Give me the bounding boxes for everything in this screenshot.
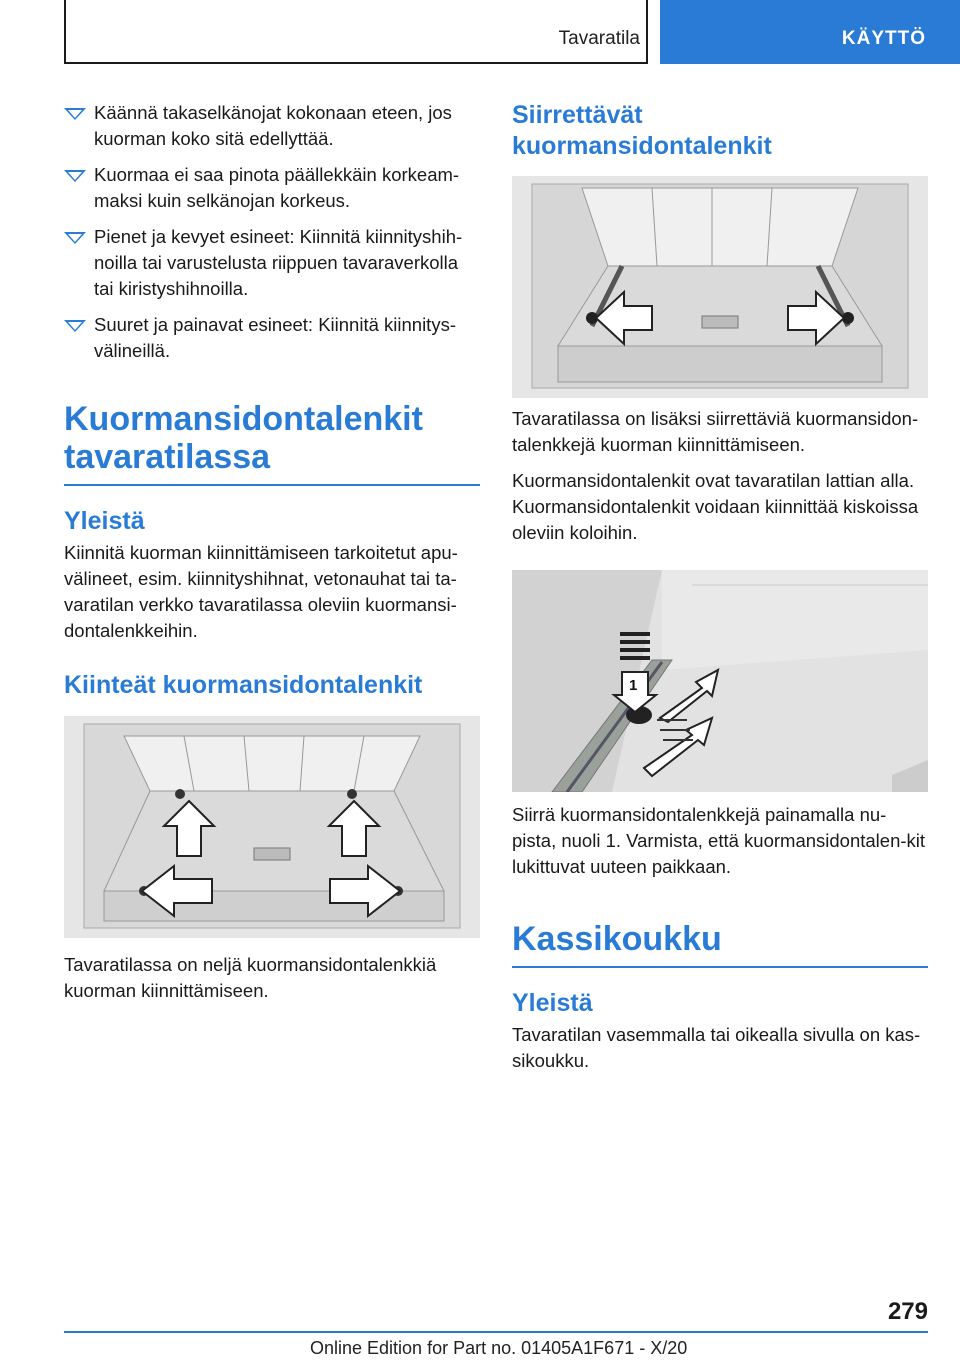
section-heading-bag-hook: Kassikoukku: [512, 920, 928, 968]
list-item: Käännä takaselkänojat kokonaan eteen, jos kuorman koko sitä edellyttää.: [64, 100, 480, 152]
bullet-triangle-icon: [64, 232, 86, 244]
right-column: [512, 100, 928, 1084]
footer-edition[interactable]: Online Edition for Part no. 01405A1F671 - X/20: [310, 1338, 688, 1358]
subheading-movable-rings: Siirrettävät kuormansidontalenkit: [512, 101, 772, 160]
rail-ring-image: [512, 570, 928, 792]
paragraph: Kiinnitä kuorman kiinnittämiseen tarkoitetut apu-välineet, esim. kiinnityshihnat, vetonauhat tai ta-varatilan verkko tavaratilassa oleviin kuormansi-dontalenkkeihin.: [64, 542, 458, 641]
page-number: 279: [887, 1298, 928, 1325]
paragraph: Tavaratilan vasemmalla tai oikealla sivulla on kas-sikoukku.: [512, 1024, 921, 1071]
bullet-triangle-icon: [64, 170, 86, 182]
list-item: Suuret ja painavat esineet: Kiinnitä kiinnitys-välineillä.: [64, 312, 480, 364]
paragraph: Kuormansidontalenkit ovat tavaratilan lattian alla. Kuormansidontalenkit voidaan kiinnittää kiskoissa oleviin koloihin.: [512, 470, 919, 543]
paragraph: Tavaratilassa on lisäksi siirrettäviä kuormansidon-talenkkejä kuorman kiinnittämiseen.: [512, 408, 919, 455]
footer-divider: [64, 1331, 928, 1333]
subheading-general: Yleistä: [64, 507, 145, 535]
header-chapter-tab[interactable]: KÄYTTÖ: [660, 0, 960, 64]
trunk-fixed-rings-image: [64, 716, 480, 938]
figure-caption: Siirrä kuormansidontalenkkejä painamalla nu-pista, nuoli 1. Varmista, että kuormansidontalen-kit lukittuvat uuteen paikkaan.: [512, 804, 926, 877]
list-item: Kuormaa ei saa pinota päällekkäin korkeam-maksi kuin selkänojan korkeus.: [64, 162, 480, 214]
bullet-triangle-icon: [64, 108, 86, 120]
subheading-general: Yleistä: [512, 989, 593, 1017]
trunk-movable-rings-image: [512, 176, 928, 398]
section-heading: Kuormansidontalenkit tavaratilassa: [64, 400, 480, 486]
bullet-triangle-icon: [64, 320, 86, 332]
left-column: [64, 100, 480, 1014]
list-item: Pienet ja kevyet esineet: Kiinnitä kiinnityshih-noilla tai varustelusta riippuen tavaraverkolla tai kiristyshihnoilla.: [64, 224, 480, 302]
subheading-fixed-rings: Kiinteät kuormansidontalenkit: [64, 671, 423, 699]
header-section-title: Tavaratila: [558, 28, 640, 49]
bullet-list: [64, 100, 480, 364]
figure-label-1: 1: [629, 677, 638, 694]
figure-caption: Tavaratilassa on neljä kuormansidontalenkkiä kuorman kiinnittämiseen.: [64, 954, 437, 1001]
